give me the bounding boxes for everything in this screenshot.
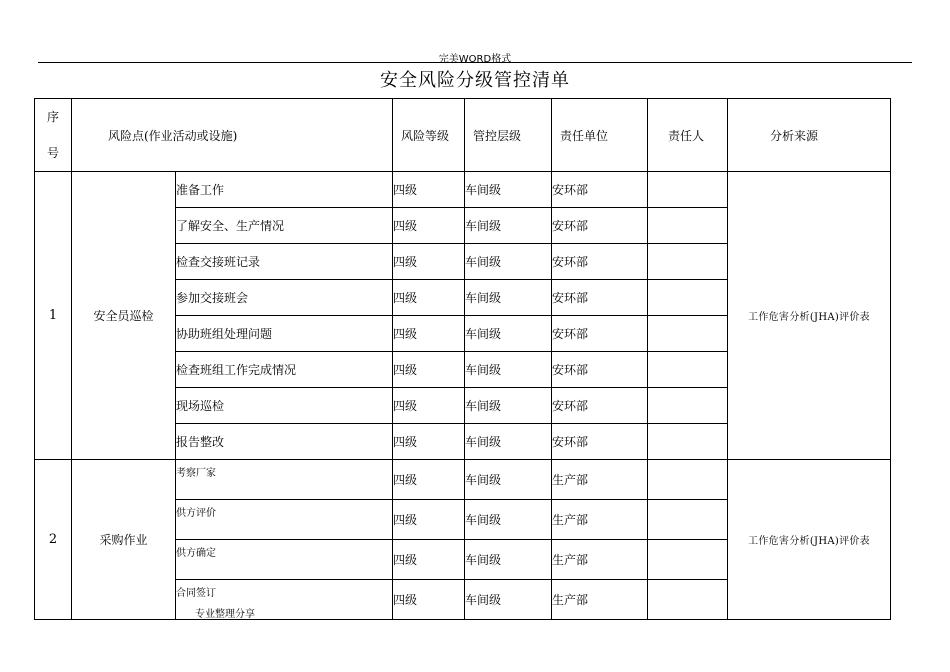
control-level-cell: 车间级 <box>465 244 552 280</box>
analysis-source-cell: 工作危害分析(JHA)评价表 <box>728 460 891 620</box>
group-seq: 1 <box>35 172 72 460</box>
control-level-cell: 车间级 <box>465 580 552 620</box>
control-level-cell: 车间级 <box>465 352 552 388</box>
control-level-cell: 车间级 <box>465 208 552 244</box>
risk-level-cell: 四级 <box>393 424 465 460</box>
risk-level-cell: 四级 <box>393 388 465 424</box>
control-level-cell: 车间级 <box>465 388 552 424</box>
dept-cell: 安环部 <box>552 280 648 316</box>
activity-cell: 供方评价 <box>176 500 393 540</box>
group-category: 安全员巡检 <box>72 172 176 460</box>
activity-cell: 报告整改 <box>176 424 393 460</box>
person-cell <box>648 316 728 352</box>
table-header-row <box>35 99 891 172</box>
activity-cell: 现场巡检 <box>176 388 393 424</box>
col-header-risk-level: 风险等级 <box>393 99 465 172</box>
col-header-analysis-source: 分析来源 <box>728 99 891 172</box>
risk-level-cell: 四级 <box>393 208 465 244</box>
dept-cell: 生产部 <box>552 460 648 500</box>
group-seq: 2 <box>35 460 72 620</box>
risk-level-cell: 四级 <box>393 540 465 580</box>
activity-cell: 供方确定 <box>176 540 393 580</box>
col-header-risk-point: 风险点(作业活动或设施) <box>72 99 393 172</box>
risk-level-cell: 四级 <box>393 280 465 316</box>
person-cell <box>648 208 728 244</box>
dept-cell: 安环部 <box>552 352 648 388</box>
risk-level-cell: 四级 <box>393 316 465 352</box>
risk-level-cell: 四级 <box>393 580 465 620</box>
control-level-cell: 车间级 <box>465 460 552 500</box>
document-title: 安全风险分级管控清单 <box>380 70 570 91</box>
col-header-responsible-person: 责任人 <box>648 99 728 172</box>
dept-cell: 安环部 <box>552 172 648 208</box>
dept-cell: 安环部 <box>552 388 648 424</box>
activity-cell: 准备工作 <box>176 172 393 208</box>
dept-cell: 安环部 <box>552 208 648 244</box>
person-cell <box>648 172 728 208</box>
dept-cell: 生产部 <box>552 580 648 620</box>
person-cell <box>648 580 728 620</box>
col-header-responsible-dept: 责任单位 <box>552 99 648 172</box>
activity-cell: 考察厂家 <box>176 460 393 500</box>
person-cell <box>648 244 728 280</box>
dept-cell: 安环部 <box>552 424 648 460</box>
risk-level-cell: 四级 <box>393 244 465 280</box>
header-divider <box>38 62 912 63</box>
control-level-cell: 车间级 <box>465 500 552 540</box>
analysis-source-cell: 工作危害分析(JHA)评价表 <box>728 172 891 460</box>
risk-level-cell: 四级 <box>393 460 465 500</box>
person-cell <box>648 424 728 460</box>
activity-cell: 合同签订 <box>176 580 393 620</box>
person-cell <box>648 388 728 424</box>
dept-cell: 生产部 <box>552 500 648 540</box>
activity-cell: 检查班组工作完成情况 <box>176 352 393 388</box>
risk-level-cell: 四级 <box>393 172 465 208</box>
table-row <box>35 172 891 208</box>
control-level-cell: 车间级 <box>465 172 552 208</box>
control-level-cell: 车间级 <box>465 316 552 352</box>
col-header-control-level: 管控层级 <box>465 99 552 172</box>
person-cell <box>648 280 728 316</box>
dept-cell: 安环部 <box>552 316 648 352</box>
group-category: 采购作业 <box>72 460 176 620</box>
activity-cell: 了解安全、生产情况 <box>176 208 393 244</box>
risk-level-cell: 四级 <box>393 500 465 540</box>
table-row <box>35 460 891 500</box>
activity-cell: 检查交接班记录 <box>176 244 393 280</box>
control-level-cell: 车间级 <box>465 280 552 316</box>
person-cell <box>648 540 728 580</box>
activity-cell: 参加交接班会 <box>176 280 393 316</box>
page-header: 完美WORD格式 <box>438 54 512 65</box>
page-footer: 专业整理分享 <box>195 609 255 620</box>
person-cell <box>648 460 728 500</box>
dept-cell: 生产部 <box>552 540 648 580</box>
control-level-cell: 车间级 <box>465 424 552 460</box>
control-level-cell: 车间级 <box>465 540 552 580</box>
person-cell <box>648 500 728 540</box>
risk-control-table <box>34 98 891 620</box>
col-header-seq: 序 号 <box>35 99 72 172</box>
person-cell <box>648 352 728 388</box>
activity-cell: 协助班组处理问题 <box>176 316 393 352</box>
risk-level-cell: 四级 <box>393 352 465 388</box>
dept-cell: 安环部 <box>552 244 648 280</box>
